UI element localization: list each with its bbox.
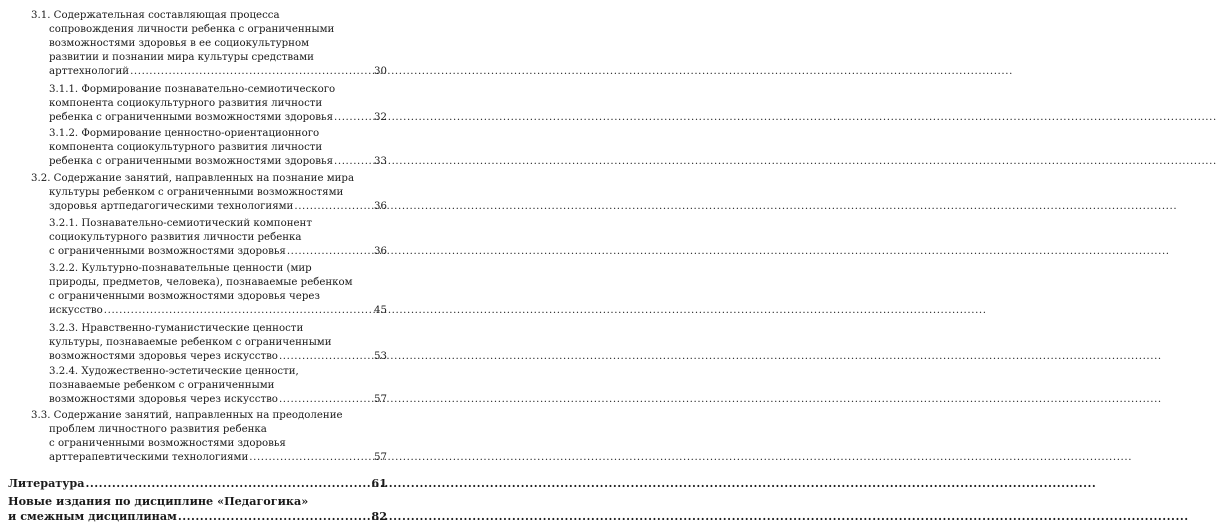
toc-line: компонента социокультурного развития личности bbox=[49, 142, 323, 154]
toc-line: Литература bbox=[8, 476, 85, 490]
toc-line: возможностями здоровья через искусство bbox=[49, 394, 278, 406]
toc-line: арттехнологий bbox=[49, 66, 130, 78]
toc-line: и смежным дисциплинам bbox=[8, 508, 177, 523]
toc-last-line bbox=[31, 200, 387, 214]
toc-entry-3-2 bbox=[31, 172, 387, 214]
toc-line: 3.2. Содержание занятий, направленных на познание мира bbox=[31, 173, 355, 184]
toc-line: ребенка с ограниченными возможностями здоровья bbox=[49, 112, 334, 124]
toc-entry-3-2-4 bbox=[49, 365, 387, 407]
toc-line: развитии и познании мира культуры средствами bbox=[49, 52, 314, 64]
toc-last-line bbox=[31, 451, 387, 465]
page-number: 82 bbox=[371, 508, 387, 523]
leader-dots bbox=[294, 200, 373, 214]
toc-entry-3-1-2 bbox=[49, 127, 387, 169]
toc-last-line bbox=[49, 304, 387, 318]
leader-dots bbox=[178, 509, 371, 524]
leader-dots bbox=[287, 245, 373, 259]
toc-line: здоровья артпедагогическими технологиями bbox=[49, 201, 294, 213]
page-number: 45 bbox=[374, 305, 387, 317]
page-number: 61 bbox=[371, 476, 387, 490]
toc-line: природы, предметов, человека), познаваемые ребенком bbox=[49, 277, 353, 289]
toc-line: 3.2.1. Познавательно-семиотический компонент bbox=[49, 218, 312, 229]
page-number: 53 bbox=[374, 351, 387, 363]
toc-line: с ограниченными возможностями здоровья через bbox=[49, 291, 320, 303]
leader-dots bbox=[104, 304, 373, 318]
toc-line: с ограниченными возможностями здоровья bbox=[49, 438, 286, 450]
page-number: 30 bbox=[374, 66, 387, 78]
page-number: 57 bbox=[374, 452, 387, 464]
toc-last-line bbox=[49, 111, 387, 125]
toc-line: культуры ребенком с ограниченными возможностями bbox=[49, 187, 344, 199]
toc-entry-new-editions bbox=[8, 494, 387, 523]
leader-dots bbox=[334, 155, 373, 169]
toc-line: с ограниченными возможностями здоровья bbox=[49, 246, 286, 258]
toc-line: 3.2.2. Культурно-познавательные ценности (мир bbox=[49, 263, 312, 274]
toc-line: компонента социокультурного развития личности bbox=[49, 98, 323, 110]
toc-entry-3-1 bbox=[31, 9, 387, 79]
toc-line: 3.1. Содержательная составляющая процесса bbox=[31, 10, 280, 21]
page-number: 57 bbox=[374, 394, 387, 406]
toc-last-line bbox=[49, 350, 387, 364]
toc-line: социокультурного развития личности ребенка bbox=[49, 232, 302, 244]
toc-line: возможностями здоровья в ее социокультурном bbox=[49, 38, 310, 50]
toc-entry-3-2-2 bbox=[49, 262, 387, 318]
toc-line: искусство bbox=[49, 305, 103, 317]
leader-dots bbox=[249, 451, 373, 465]
toc-last-line bbox=[31, 65, 387, 79]
toc-entry-3-2-1 bbox=[49, 217, 387, 259]
toc-entry-3-1-1 bbox=[49, 83, 387, 125]
leader-dots bbox=[130, 65, 373, 79]
page-number: 33 bbox=[374, 156, 387, 168]
toc-last-line bbox=[49, 155, 387, 169]
page-number: 36 bbox=[374, 246, 387, 258]
toc-entry-3-3 bbox=[31, 409, 387, 465]
page-number: 36 bbox=[374, 201, 387, 213]
toc-line: 3.2.4. Художественно-эстетические ценности, bbox=[49, 366, 299, 377]
toc-line: 3.1.1. Формирование познавательно-семиотического bbox=[49, 84, 336, 95]
toc-page bbox=[0, 0, 404, 532]
toc-last-line bbox=[8, 509, 387, 524]
toc-last-line bbox=[49, 245, 387, 259]
toc-line: 3.2.3. Нравственно-гуманистические ценности bbox=[49, 323, 304, 334]
toc-entry-3-2-3 bbox=[49, 322, 387, 364]
toc-line: 3.3. Содержание занятий, направленных на преодоление bbox=[31, 410, 343, 421]
toc-line: культуры, познаваемые ребенком с ограниченными bbox=[49, 337, 332, 349]
toc-line: сопровождения личности ребенка с ограниченными bbox=[49, 24, 335, 36]
toc-line: проблем личностного развития ребенка bbox=[49, 424, 267, 436]
leader-dots bbox=[334, 111, 373, 125]
toc-line: познаваемые ребенком с ограниченными bbox=[49, 380, 275, 392]
toc-line: Новые издания по дисциплине «Педагогика» bbox=[8, 494, 309, 508]
toc-line: 3.1.2. Формирование ценностно-ориентационного bbox=[49, 128, 320, 139]
leader-dots bbox=[85, 476, 370, 491]
toc-last-line bbox=[49, 393, 387, 407]
leader-dots bbox=[279, 393, 373, 407]
page-number: 32 bbox=[374, 112, 387, 124]
toc-line: ребенка с ограниченными возможностями здоровья bbox=[49, 156, 334, 168]
toc-last-line bbox=[8, 476, 387, 491]
toc-entry-literature bbox=[8, 476, 387, 491]
toc-line: возможностями здоровья через искусство bbox=[49, 351, 278, 363]
toc-line: арттерапевтическими технологиями bbox=[49, 452, 249, 464]
leader-dots bbox=[279, 350, 373, 364]
